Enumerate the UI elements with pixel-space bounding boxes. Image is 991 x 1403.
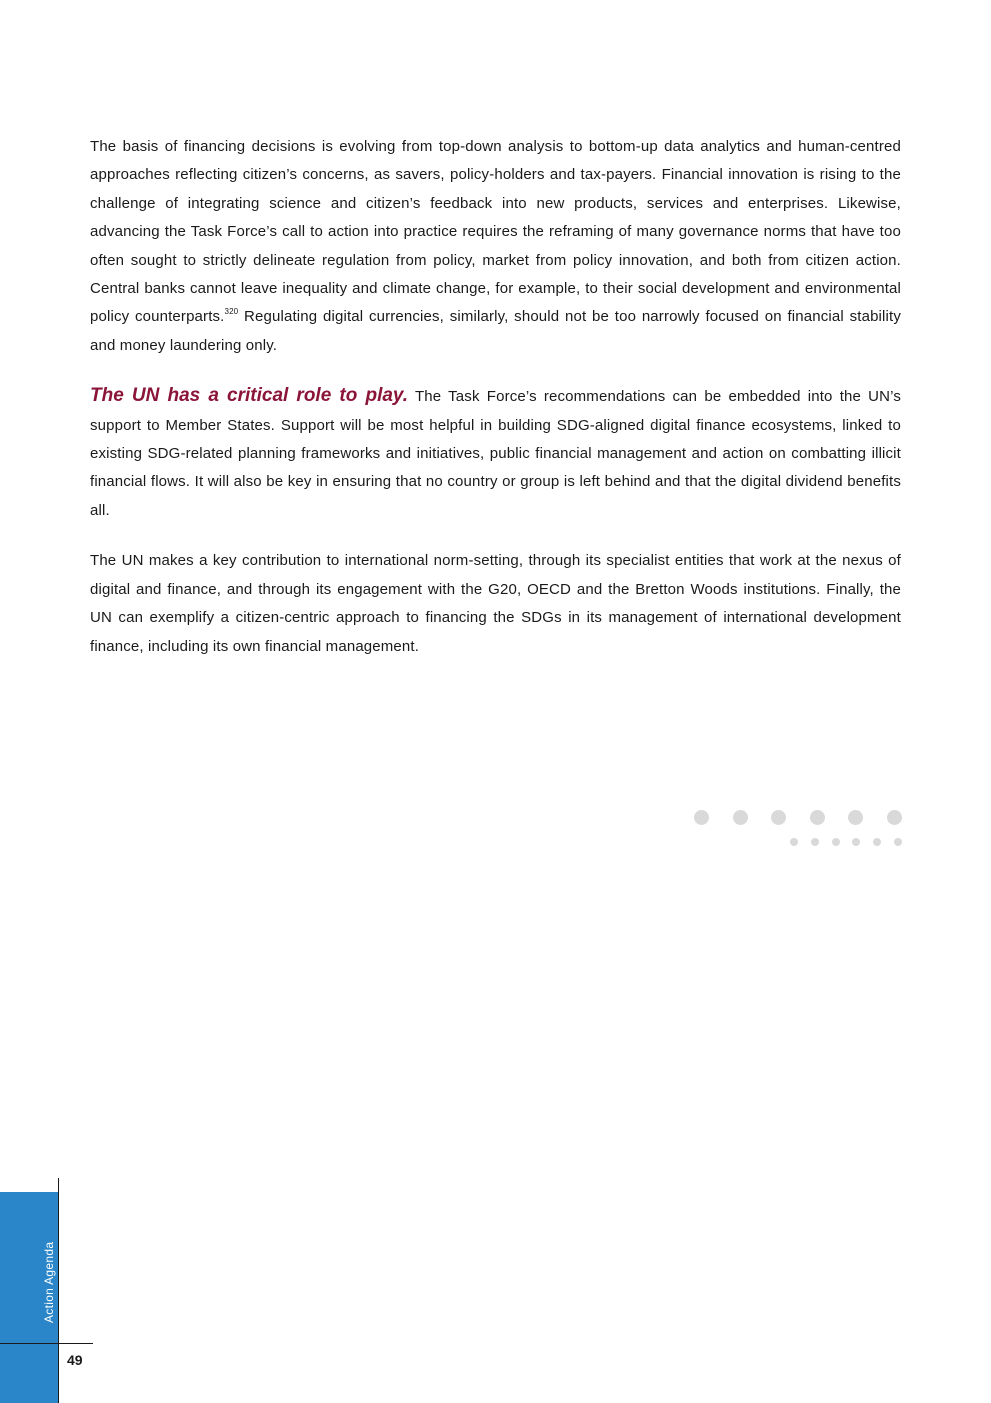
divider-horizontal: [0, 1343, 93, 1344]
dot-icon: [790, 838, 798, 846]
dot-icon: [694, 810, 709, 825]
paragraph-norm-setting: The UN makes a key contribution to international norm-setting, through its specialist entities that work at the nexus of digital and finance, and through its engagement with the G20, OECD and the Bretton Woods institutions. Finally, the UN can exemplify a citizen-centric approach to financing the SDGs in its management of international development finance, including its own financial management.: [90, 552, 901, 655]
dot-icon: [811, 838, 819, 846]
lead-heading: The UN has a critical role to play.: [90, 385, 409, 407]
paragraph-text: The basis of financing decisions is evolving from top-down analysis to bottom-up data analytics and human-centred approaches reflecting citizen’s concerns, as savers, policy-holders and tax-payers. Financial innovation is rising to the challenge of integrating science and citizen’s feedback into new products, services and enterprises. Likewise, advancing the Task Force’s call to action into practice requires the reframing of many governance norms that have too often sought to strictly delineate regulation from policy, market from policy innovation, and both from citizen action. Central banks cannot leave inequality and climate change, for example, to their social development and environmental policy counterparts.: [90, 138, 901, 326]
dot-icon: [733, 810, 748, 825]
paragraph-un-role: [90, 382, 901, 525]
dot-icon: [832, 838, 840, 846]
dot-icon: [848, 810, 863, 825]
divider-vertical: [58, 1178, 59, 1403]
page-number: 49: [67, 1352, 83, 1368]
paragraph-financing-decisions: [90, 133, 901, 360]
dot-icon: [887, 810, 902, 825]
dot-icon: [852, 838, 860, 846]
dot-icon: [873, 838, 881, 846]
footnote-ref[interactable]: 320: [224, 307, 239, 317]
dot-icon: [810, 810, 825, 825]
paragraph-text-continued: Regulating digital currencies, similarly, should not be too narrowly focused on financial stability and money laundering only.: [90, 308, 901, 354]
paragraph-text: The Task Force’s recommendations can be embedded into the UN’s support to Member States. Support will be most helpful in building SDG-aligned digital finance ecosystems, linked to existing SDG-related planning frameworks and initiatives, public financial management and action on combatting illicit financial flows. It will also be key in ensuring that no country or group is left behind and that the digital dividend benefits all.: [90, 388, 901, 519]
decorative-dots-large: [694, 810, 902, 825]
decorative-dots-small: [790, 838, 902, 846]
section-label: Action Agenda: [42, 1241, 56, 1323]
main-content: [90, 133, 901, 683]
dot-icon: [894, 838, 902, 846]
dot-icon: [771, 810, 786, 825]
